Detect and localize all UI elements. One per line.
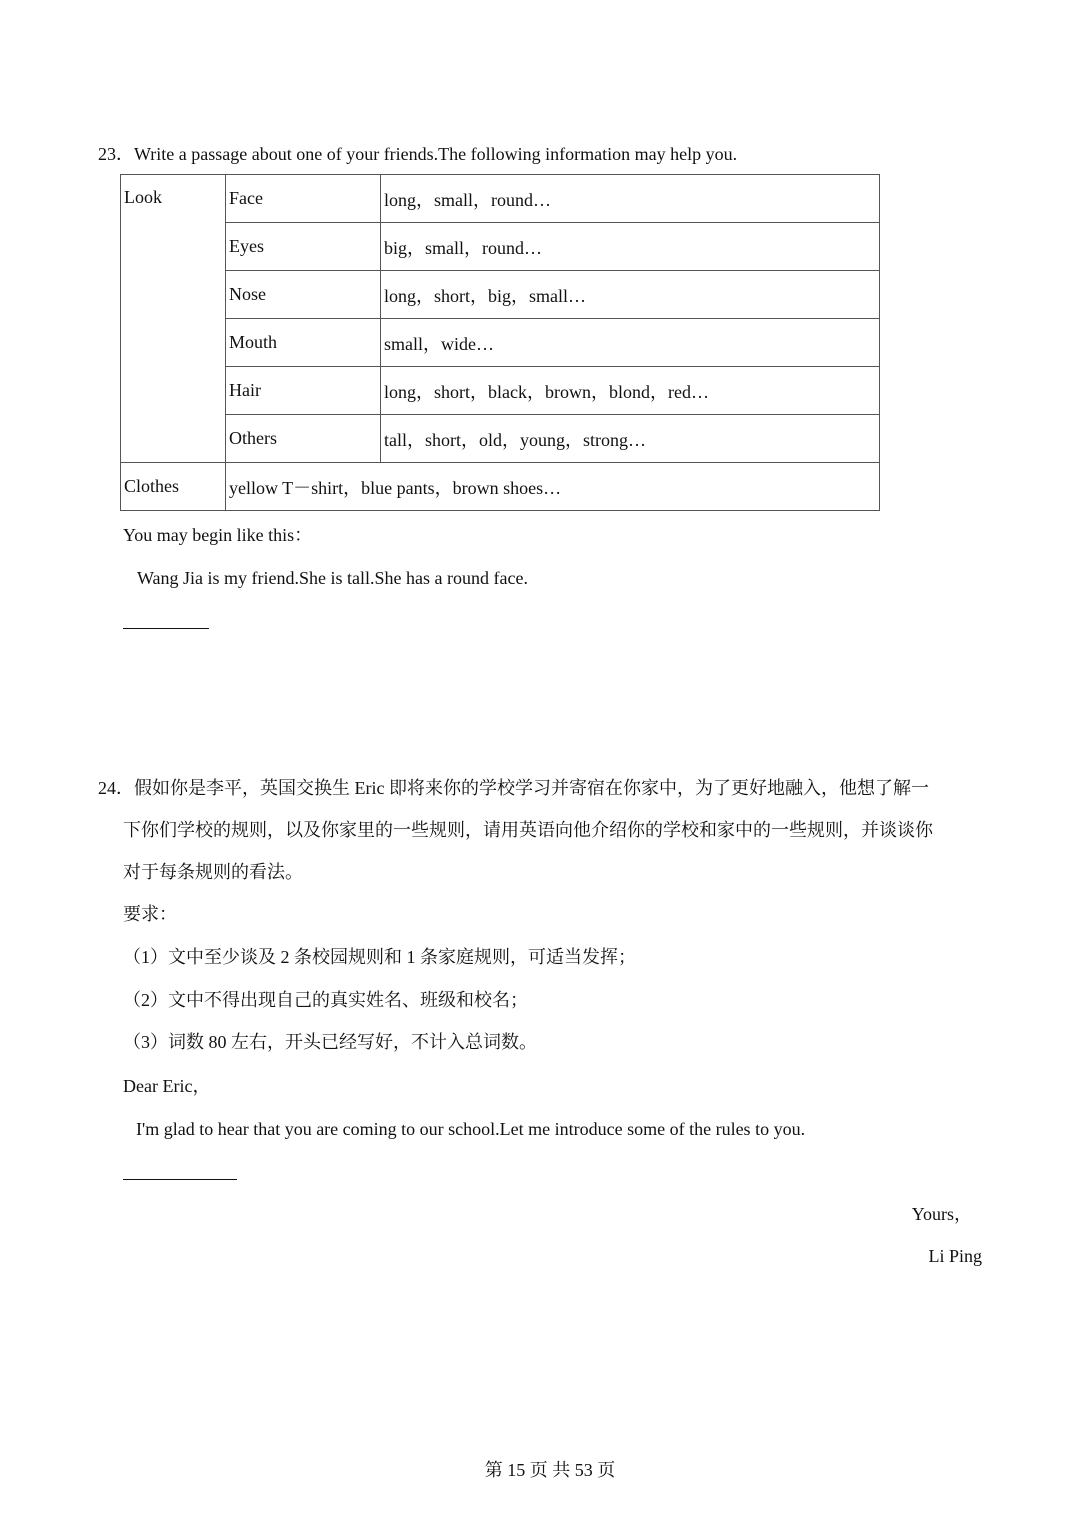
letter-closing: Yours， (911, 1204, 972, 1224)
feature-mouth: Mouth (226, 319, 381, 367)
feature-hair: Hair (226, 367, 381, 415)
requirement-2: （2）文中不得出现自己的真实姓名、班级和校名； (123, 990, 528, 1010)
table-row (121, 367, 880, 415)
begin-hint: You may begin like this： (123, 525, 313, 545)
requirement-3: （3）词数 80 左右，开头已经写好，不计入总词数。 (123, 1032, 537, 1052)
q23-info-table (120, 174, 880, 511)
table-row (121, 271, 880, 319)
options-eyes: big，small，round… (381, 223, 880, 271)
table-row (121, 223, 880, 271)
feature-face: Face (226, 175, 381, 223)
options-face: long，small，round… (381, 175, 880, 223)
q24-prompt-line3: 对于每条规则的看法。 (123, 862, 303, 882)
page-number: 第 15 页 共 53 页 (484, 1460, 616, 1480)
options-mouth: small，wide… (381, 319, 880, 367)
letter-signature: Li Ping (928, 1246, 982, 1266)
options-hair: long，short，black，brown，blond，red… (381, 367, 880, 415)
clothes-options: yellow T－shirt，blue pants，brown shoes… (226, 463, 880, 511)
q24-prompt-line1: 24．假如你是李平，英国交换生 Eric 即将来你的学校学习并寄宿在你家中，为了更好地融入，他想了解一 (98, 778, 929, 798)
table-row (121, 463, 880, 511)
feature-eyes: Eyes (226, 223, 381, 271)
q23-answer-blank[interactable] (123, 628, 209, 629)
letter-start: I'm glad to hear that you are coming to our school.Let me introduce some of the rules to you. (136, 1119, 806, 1139)
q23-prompt: 23．Write a passage about one of your friends.The following information may help you. (98, 144, 738, 164)
look-label: Look (121, 175, 226, 463)
table-row (121, 415, 880, 463)
q24-answer-blank[interactable] (123, 1179, 237, 1180)
q24-prompt-line2: 下你们学校的规则，以及你家里的一些规则，请用英语向他介绍你的学校和家中的一些规则，并谈谈你 (123, 820, 933, 840)
sample-start: Wang Jia is my friend.She is tall.She has a round face. (137, 568, 528, 588)
clothes-label: Clothes (121, 463, 226, 511)
table-row (121, 175, 880, 223)
feature-nose: Nose (226, 271, 381, 319)
feature-others: Others (226, 415, 381, 463)
requirements-label: 要求： (123, 904, 177, 924)
requirement-1: （1）文中至少谈及 2 条校园规则和 1 条家庭规则，可适当发挥； (123, 947, 636, 967)
options-nose: long，short，big，small… (381, 271, 880, 319)
options-others: tall，short，old，young，strong… (381, 415, 880, 463)
table-row (121, 319, 880, 367)
letter-salutation: Dear Eric， (123, 1076, 211, 1096)
